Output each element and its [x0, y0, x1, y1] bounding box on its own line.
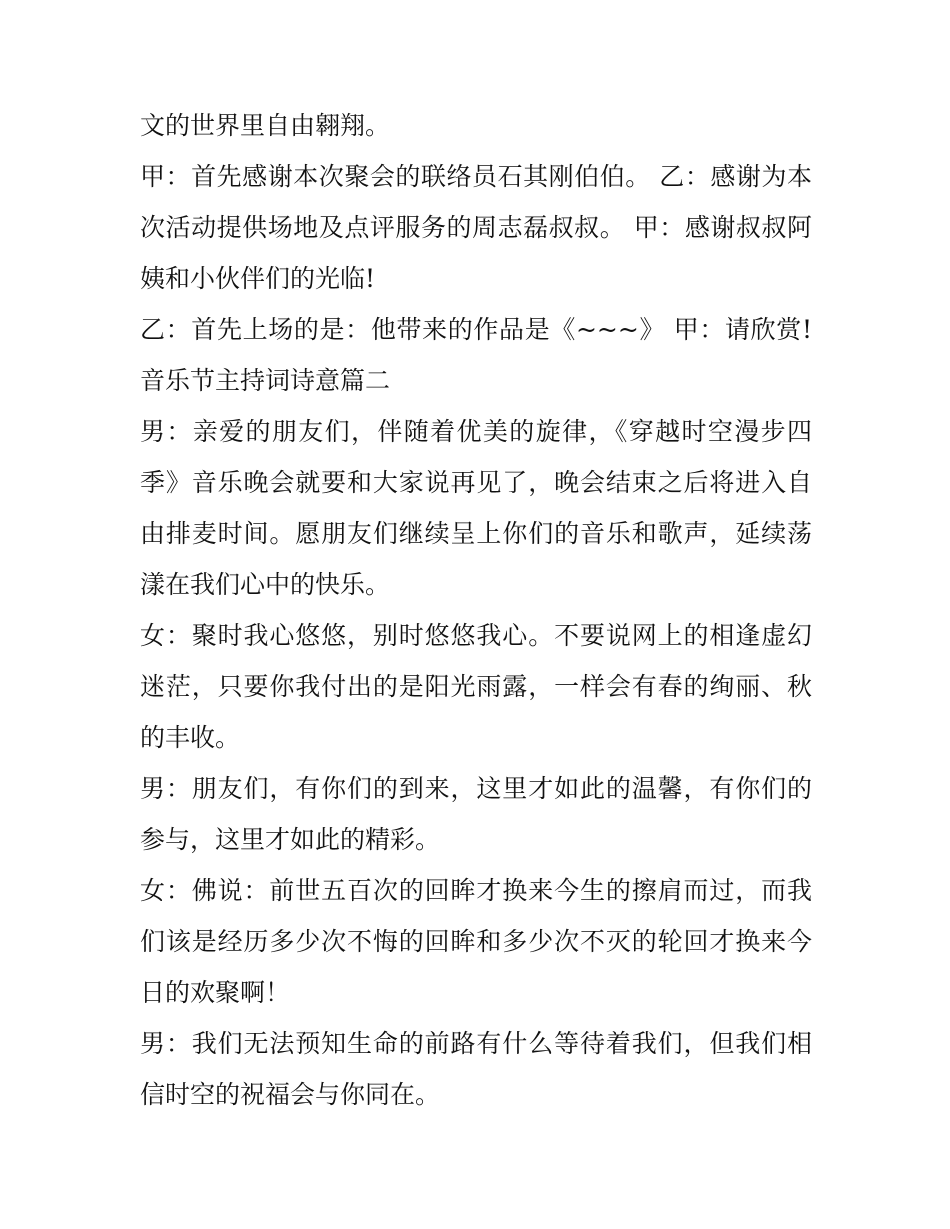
paragraph: 男：亲爱的朋友们，伴随着优美的旋律，《穿越时空漫步四季》音乐晚会就要和大家说再见了，晚会结束之后将进入自由排麦时间。愿朋友们继续呈上你们的音乐和歌声，延续荡漾在我们心中的快乐。: [140, 417, 812, 599]
paragraph: 甲：首先感谢本次聚会的联络员石其刚伯伯。 乙：感谢为本次活动提供场地及点评服务的周志磊叔叔。 甲：感谢叔叔阿姨和小伙伴们的光临!: [140, 162, 812, 293]
paragraph: 男：我们无法预知生命的前路有什么等待着我们，但我们相信时空的祝福会与你同在。: [140, 1029, 812, 1109]
document-body: [140, 100, 812, 1120]
paragraph: 男：朋友们，有你们的到来，这里才如此的温馨，有你们的参与，这里才如此的精彩。: [140, 774, 812, 854]
paragraph: 乙：首先上场的是：他带来的作品是《~~~》 甲：请欣赏! 音乐节主持词诗意篇二: [140, 315, 812, 395]
paragraph: 文的世界里自由翱翔。: [140, 111, 391, 140]
paragraph: 女：佛说：前世五百次的回眸才换来今生的擦肩而过，而我们该是经历多少次不悔的回眸和多少次不灭的轮回才换来今日的欢聚啊！: [140, 876, 812, 1007]
paragraph: 女：聚时我心悠悠，别时悠悠我心。不要说网上的相逢虚幻迷茫，只要你我付出的是阳光雨露，一样会有春的绚丽、秋的丰收。: [140, 621, 812, 752]
